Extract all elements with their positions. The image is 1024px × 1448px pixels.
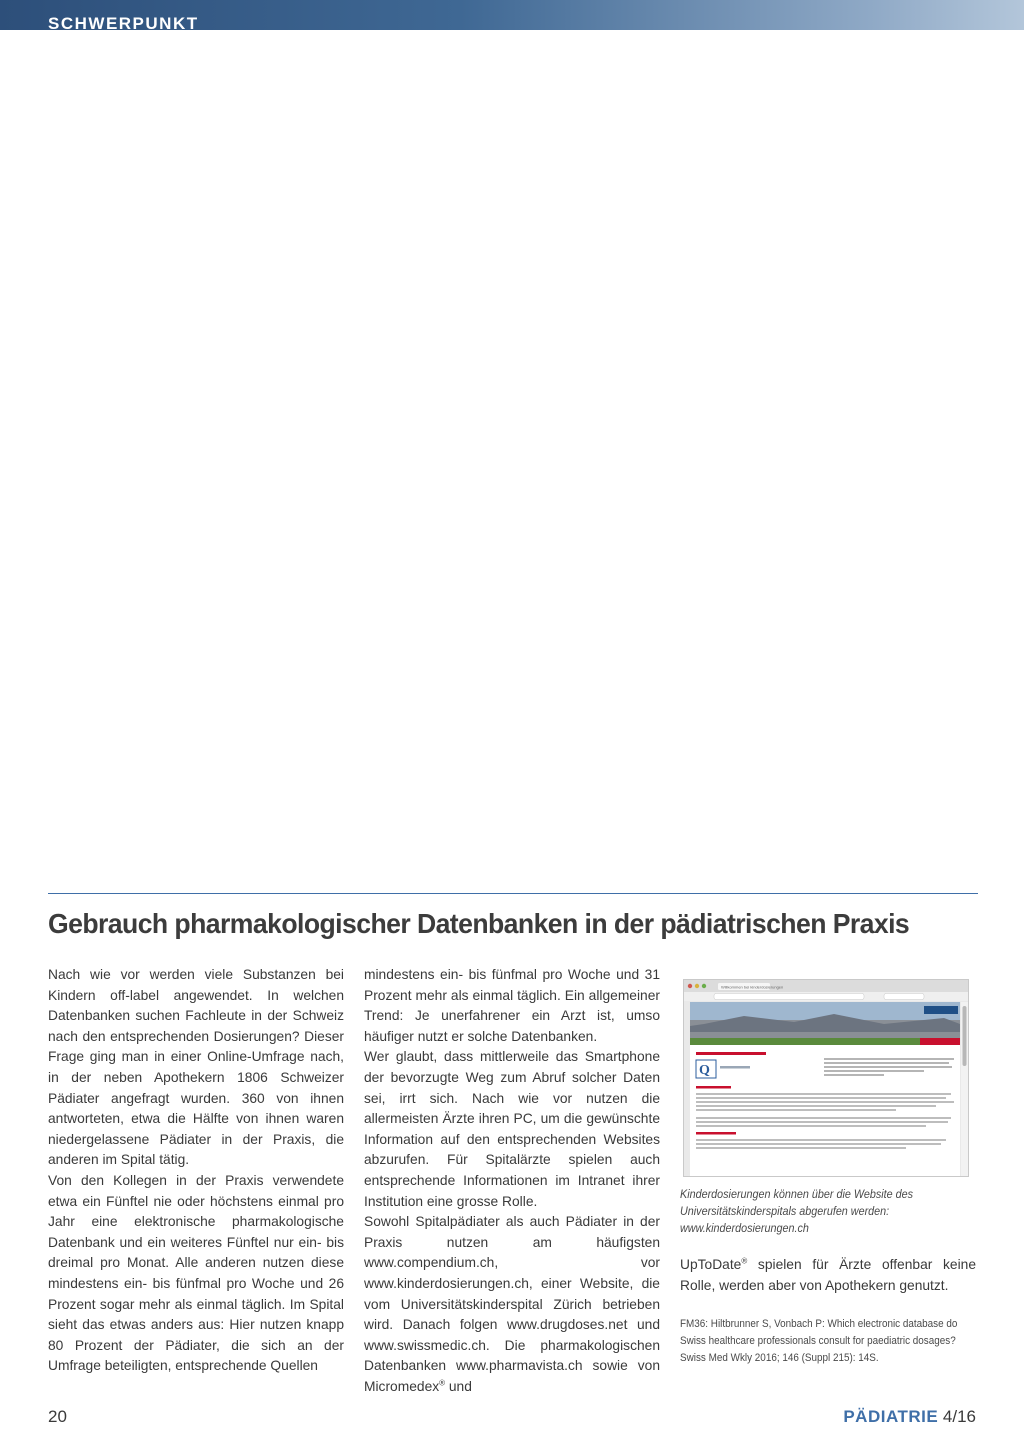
article-column-1 — [48, 965, 344, 1377]
paragraph: Wer glaubt, dass mittlerweile das Smartphone der bevorzugte Weg zum Abruf solcher Daten sei, irrt sich. Nach wie vor nutzen die allermeisten Ärzte ihren PC, um die gewünschte Information auf den entsprechenden Websites abzurufen. Für Spitalärzte spielen auch entsprechende Informationen im Intranet ihrer Institution eine grosse Rolle. — [364, 1049, 660, 1209]
website-screenshot-figure — [683, 979, 969, 1177]
paragraph — [680, 1255, 976, 1296]
page-number: 20 — [48, 1407, 67, 1426]
title-divider — [48, 893, 978, 894]
paragraph: mindestens ein- bis fünfmal pro Woche und 31 Prozent mehr als einmal täglich. Ein allgemeiner Trend: Je unerfahrener ein Arzt ist, umso häufiger nutzt er solche Datenbanken. — [364, 967, 660, 1044]
paragraph: Von den Kollegen in der Praxis verwendete etwa ein Fünftel nie oder höchstens einmal pro Jahr eine elektronische pharmakologische Datenbank und ein weiteres Fünftel nur ein- bis dreimal pro Monat. Alle anderen nutzen diese mindestens ein- bis fünfmal pro Woche und 26 Prozent sogar mehr als einmal täglich. Im Spital sieht das etwas anders aus: Hier nutzen knapp 80 Prozent der Pädiater, die sich an der Umfrage beteiligten, entsprechende Quellen — [48, 1172, 344, 1374]
journal-brand: PÄDIATRIE — [843, 1407, 939, 1426]
browser-tab-title: Willkommen bei kinderdosierungen — [721, 984, 784, 990]
paragraph-text: UpToDate — [680, 1257, 742, 1272]
paragraph-text: Sowohl Spitalpädiater als auch Pädiater in der Praxis nutzen am häufigsten www.compendium.ch, vor www.kinderdosierungen.ch, einer Website, die vom Universitätskinderspital Zürich betrieben wird. Danach folgen www.drugdoses.net und www.swissmedic.ch. Die pharmakologischen Datenbanken www.pharmavista.ch sowie von Micromedex — [364, 1214, 660, 1394]
reference-citation: FM36: Hiltbrunner S, Vonbach P: Which electronic database do Swiss healthcare professionals consult for paediatric dosages? Swiss Med Wkly 2016; 146 (Suppl 215): 14S. — [680, 1318, 958, 1364]
journal-issue-label — [843, 1407, 976, 1427]
svg-text:Q: Q — [699, 1063, 710, 1078]
paragraph — [364, 1212, 660, 1397]
website-screenshot-image — [684, 980, 968, 1176]
journal-issue: 4/16 — [938, 1407, 976, 1426]
paragraph: Nach wie vor werden viele Substanzen bei Kindern off-label angewendet. In welchen Datenbanken suchen Fachleute in der Schweiz nach den entsprechenden Dosierungen? Dieser Frage ging man in einer Online-Umfrage nach, in der neben Apothekern 1806 Schweizer Pädiater angefragt wurden. 360 von ihnen antworteten, etwa die Hälfte von ihnen waren niedergelassene Pädiater in der Praxis, die anderen im Spital tätig. — [48, 967, 344, 1168]
registered-mark: ® — [439, 1378, 446, 1388]
section-label: SCHWERPUNKT — [48, 14, 199, 33]
registered-mark: ® — [741, 1256, 748, 1266]
figure-caption: Kinderdosierungen können über die Website des Universitätskinderspitals abgerufen werden: www.kinderdosierungen.ch — [680, 1188, 913, 1235]
paragraph-text-end: und — [445, 1378, 472, 1394]
article-title: Gebrauch pharmakologischer Datenbanken in der pädiatrischen Praxis — [48, 908, 910, 939]
article-column-2 — [364, 965, 660, 1397]
paragraph-text-end: spielen für Ärzte offenbar keine Rolle, werden aber von Apothekern genutzt. — [680, 1257, 976, 1293]
